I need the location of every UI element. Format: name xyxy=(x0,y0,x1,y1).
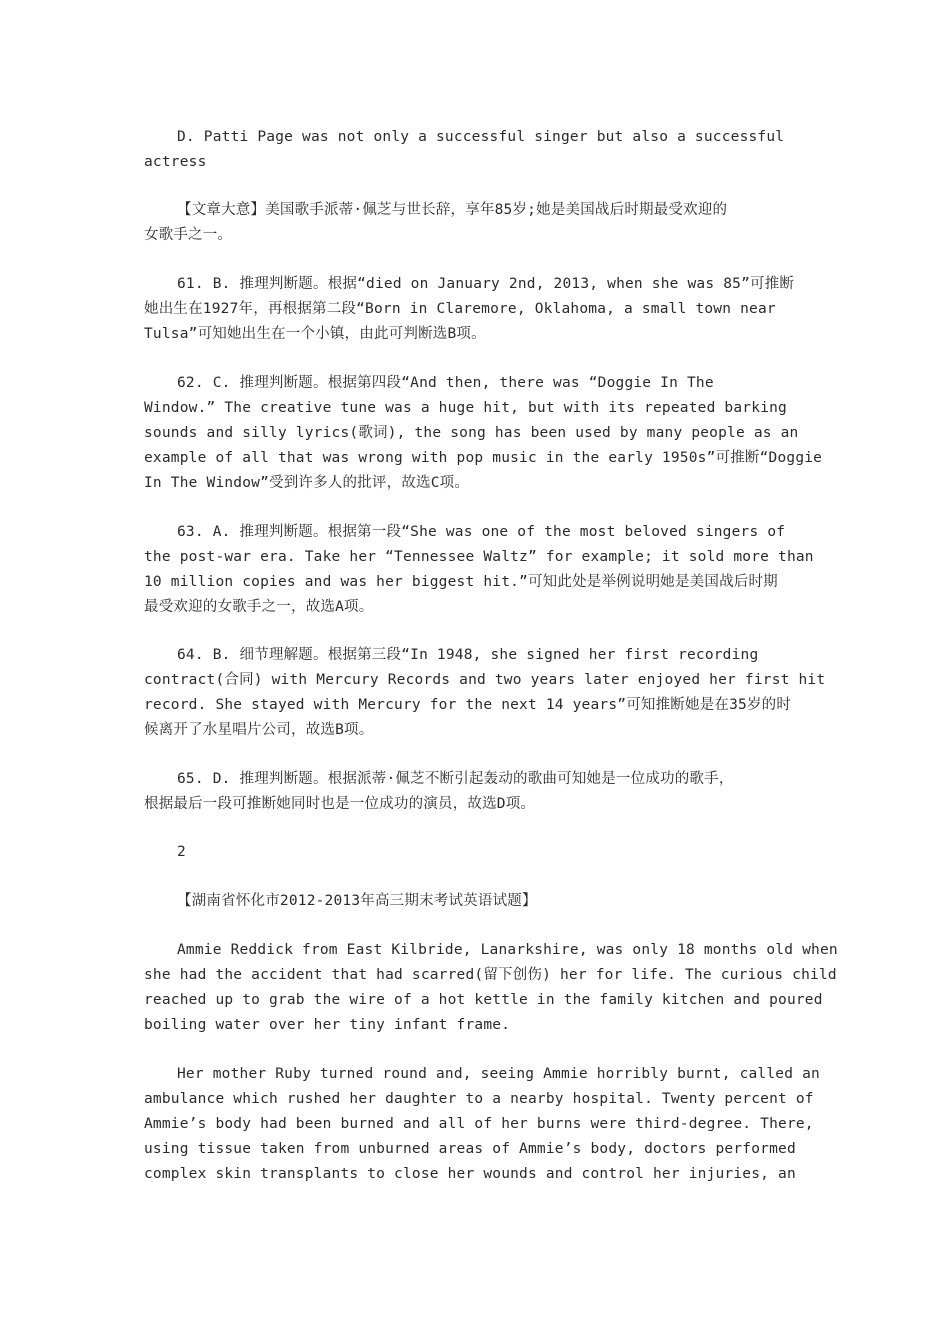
text-line: using tissue taken from unburned areas of Ammie’s body, doctors performed xyxy=(144,1141,796,1157)
text-line: 最受欢迎的女歌手之一，故选A项。 xyxy=(144,599,374,615)
text-line: Window.” The creative tune was a huge hit, but with its repeated barking xyxy=(144,400,787,416)
text-line: reached up to grab the wire of a hot kettle in the family kitchen and poured xyxy=(144,992,823,1008)
article-summary xyxy=(144,198,814,248)
text-line: 候离开了水星唱片公司，故选B项。 xyxy=(144,722,374,738)
text-line: In The Window”受到许多人的批评，故选C项。 xyxy=(144,475,470,491)
text-line: complex skin transplants to close her wounds and control her injuries, an xyxy=(144,1166,796,1182)
text-line: 62. C. 推理判断题。根据第四段“And then, there was “Doggie In The xyxy=(177,375,714,391)
text-line: ambulance which rushed her daughter to a nearby hospital. Twenty percent of xyxy=(144,1091,814,1107)
text-line: Ammie Reddick from East Kilbride, Lanarkshire, was only 18 months old when xyxy=(177,942,838,958)
text-line: boiling water over her tiny infant frame. xyxy=(144,1017,511,1033)
answer-explanation-61 xyxy=(144,272,814,347)
text-line: 【文章大意】美国歌手派蒂·佩芝与世长辞，享年85岁;她是美国战后时期最受欢迎的 xyxy=(177,202,728,218)
text-line: 2 xyxy=(177,844,186,860)
text-line: she had the accident that had scarred(留下创伤) her for life. The curious child xyxy=(144,967,837,983)
text-line: 【湖南省怀化市2012-2013年高三期末考试英语试题】 xyxy=(177,893,537,909)
reading-passage-paragraph-2 xyxy=(144,1062,820,1187)
section-number xyxy=(144,840,814,865)
text-line: Tulsa”可知她出生在一个小镇，由此可判断选B项。 xyxy=(144,326,486,342)
text-line: Her mother Ruby turned round and, seeing Ammie horribly burnt, called an xyxy=(177,1066,820,1082)
text-line: the post-war era. Take her “Tennessee Waltz” for example; it sold more than xyxy=(144,549,814,565)
answer-explanation-64 xyxy=(144,643,826,743)
answer-explanation-63 xyxy=(144,520,814,620)
text-line: 她出生在1927年，再根据第二段“Born in Claremore, Oklahoma, a small town near xyxy=(144,301,776,317)
text-line: D. Patti Page was not only a successful singer but also a successful xyxy=(177,129,785,145)
text-line: 10 million copies and was her biggest hit.”可知此处是举例说明她是美国战后时期 xyxy=(144,574,778,590)
text-line: contract(合同) with Mercury Records and two years later enjoyed her first hit xyxy=(144,672,826,688)
answer-explanation-65 xyxy=(144,767,814,817)
text-line: sounds and silly lyrics(歌词), the song has been used by many people as an xyxy=(144,425,799,441)
reading-passage-paragraph-1 xyxy=(144,938,838,1038)
text-line: 65. D. 推理判断题。根据派蒂·佩芝不断引起轰动的歌曲可知她是一位成功的歌手， xyxy=(177,771,734,787)
text-line: example of all that was wrong with pop music in the early 1950s”可推断“Doggie xyxy=(144,450,823,466)
answer-option-d xyxy=(144,125,814,175)
text-line: Ammie’s body had been burned and all of her burns were third-degree. There, xyxy=(144,1116,814,1132)
text-line: 61. B. 推理判断题。根据“died on January 2nd, 2013, when she was 85”可推断 xyxy=(177,276,795,292)
text-line: 女歌手之一。 xyxy=(144,227,233,243)
text-line: 根据最后一段可推断她同时也是一位成功的演员，故选D项。 xyxy=(144,796,536,812)
text-line: actress xyxy=(144,154,207,170)
answer-explanation-62 xyxy=(144,371,823,496)
exam-source-heading xyxy=(144,889,814,914)
text-line: 64. B. 细节理解题。根据第三段“In 1948, she signed her first recording xyxy=(177,647,759,663)
text-line: 63. A. 推理判断题。根据第一段“She was one of the most beloved singers of xyxy=(177,524,786,540)
text-line: record. She stayed with Mercury for the next 14 years”可知推断她是在35岁的时 xyxy=(144,697,792,713)
